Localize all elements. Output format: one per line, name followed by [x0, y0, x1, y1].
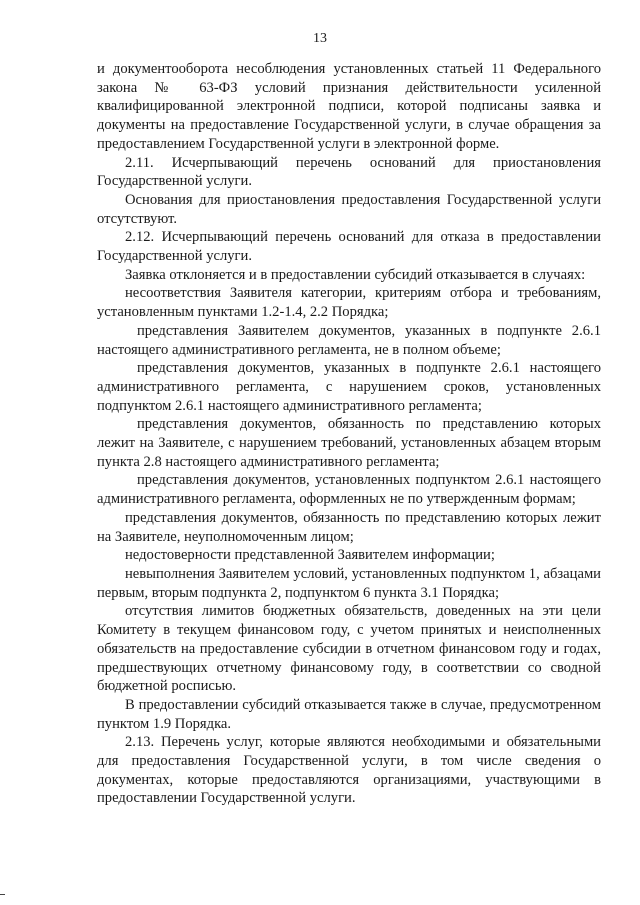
- section-heading-2-12: 2.12. Исчерпывающий перечень оснований для отказа в предоставлении Государственной услуги.: [97, 229, 601, 265]
- page-number: 13: [313, 31, 327, 46]
- section-heading-2-11: 2.11. Исчерпывающий перечень оснований для приостановления Государственной услуги.: [97, 154, 601, 190]
- section-heading-2-13: 2.13. Перечень услуг, которые являются необходимыми и обязательными для предоставления Государственной услуги, в том числе сведения о документах, которые предоставляются организациями, участвующими в предоставлении Государственной услуги.: [97, 734, 601, 807]
- list-item: представления документов, установленных подпунктом 2.6.1 настоящего административного регламента, оформленных не по утвержденным формам;: [97, 472, 601, 508]
- paragraph: Основания для приостановления предоставления Государственной услуги отсутствуют.: [97, 191, 601, 227]
- list-item: несоответствия Заявителя категории, критериям отбора и требованиям, установленным пунктами 1.2-1.4, 2.2 Порядка;: [97, 285, 601, 321]
- list-item: представления документов, указанных в подпункте 2.6.1 настоящего административного регламента, с нарушением сроков, установленных подпунктом 2.6.1 настоящего административного регламента;: [97, 360, 601, 414]
- paragraph-continuation: и документооборота несоблюдения установленных статьей 11 Федерального закона № 63-ФЗ условий признания действительности усиленной квалифицированной электронной подписи, которой подписаны заявка и документы на предоставление Государственной услуги, в случае обращения за предоставлением Государственной услуги в электронной форме.: [97, 61, 601, 152]
- list-item: невыполнения Заявителем условий, установленных подпунктом 1, абзацами первым, вторым подпункта 2, подпунктом 6 пункта 3.1 Порядка;: [97, 565, 601, 601]
- list-item: представления документов, обязанность по представлению которых лежит на Заявителе, с нарушением требований, установленных абзацем вторым пункта 2.8 настоящего административного регламента;: [97, 416, 601, 470]
- document-body: [97, 60, 601, 808]
- paragraph: Заявка отклоняется и в предоставлении субсидий отказывается в случаях:: [125, 266, 586, 283]
- list-item: недостоверности представленной Заявителем информации;: [125, 547, 495, 564]
- paragraph: В предоставлении субсидий отказывается также в случае, предусмотренном пунктом 1.9 Порядка.: [97, 696, 601, 732]
- list-item: представления документов, обязанность по представлению которых лежит на Заявителе, неуполномоченным лицом;: [97, 509, 601, 545]
- scan-edge-mark: [0, 894, 5, 895]
- list-item: представления Заявителем документов, указанных в подпункте 2.6.1 настоящего административного регламента, не в полном объеме;: [97, 322, 601, 358]
- list-item: отсутствия лимитов бюджетных обязательств, доведенных на эти цели Комитету в текущем финансовом году, с учетом принятых и неисполненных обязательств на предоставление субсидии в отчетном финансовом году и годах, предшествующих отчетному финансовому году, в соответствии со сводной бюджетной росписью.: [97, 603, 601, 695]
